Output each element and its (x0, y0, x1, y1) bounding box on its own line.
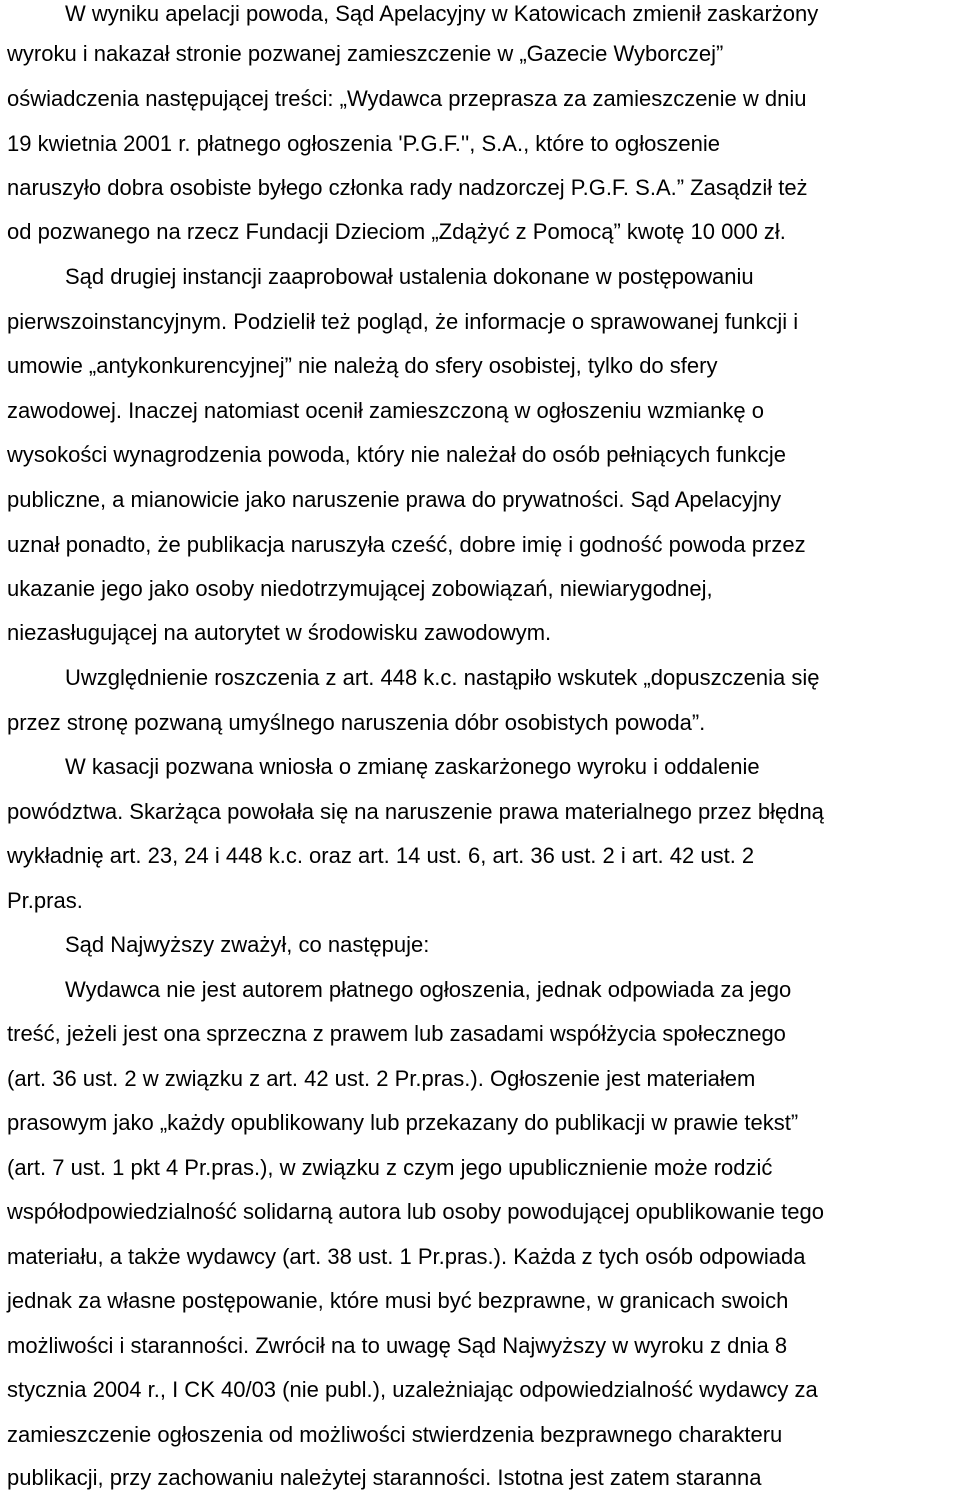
text-line: uznał ponadto, że publikacja naruszyła cześć, dobre imię i godność powoda przez (7, 532, 806, 557)
text-line: niezasługującej na autorytet w środowisku zawodowym. (7, 620, 552, 645)
text-line: treść, jeżeli jest ona sprzeczna z prawem lub zasadami współżycia społecznego (7, 1021, 786, 1046)
text-line: materiału, a także wydawcy (art. 38 ust. 1 Pr.pras.). Każda z tych osób odpowiada (7, 1244, 806, 1269)
text-line: wykładnię art. 23, 24 i 448 k.c. oraz art. 14 ust. 6, art. 36 ust. 2 i art. 42 ust. 2 (7, 843, 755, 868)
text-line: zamieszczenie ogłoszenia od możliwości stwierdzenia bezprawnego charakteru (7, 1422, 783, 1447)
text-line: (art. 36 ust. 2 w związku z art. 42 ust. 2 Pr.pras.). Ogłoszenie jest materiałem (7, 1066, 756, 1091)
text-line: naruszyło dobra osobiste byłego członka rady nadzorczej P.G.F. S.A.” Zasądził też (7, 175, 808, 200)
text-line: zawodowej. Inaczej natomiast ocenił zamieszczoną w ogłoszeniu wzmiankę o (7, 398, 764, 423)
text-line: prasowym jako „każdy opublikowany lub przekazany do publikacji w prawie tekst” (7, 1110, 799, 1135)
text-line: współodpowiedzialność solidarną autora lub osoby powodującej opublikowanie tego (7, 1199, 824, 1224)
text-line: wyroku i nakazał stronie pozwanej zamieszczenie w „Gazecie Wyborczej” (7, 41, 724, 66)
text-line: publikacji, przy zachowaniu należytej staranności. Istotna jest zatem staranna (7, 1465, 762, 1490)
text-line: publiczne, a mianowicie jako naruszenie prawa do prywatności. Sąd Apelacyjny (7, 487, 782, 512)
text-line: możliwości i staranności. Zwrócił na to uwagę Sąd Najwyższy w wyroku z dnia 8 (7, 1333, 788, 1358)
text-line: wysokości wynagrodzenia powoda, który nie należał do osób pełniących funkcje (7, 442, 787, 467)
text-line: 19 kwietnia 2001 r. płatnego ogłoszenia 'P.G.F.'', S.A., które to ogłoszenie (7, 131, 720, 156)
text-line: Sąd Najwyższy zważył, co następuje: (65, 932, 430, 957)
text-line: (art. 7 ust. 1 pkt 4 Pr.pras.), w związku z czym jego upublicznienie może rodzić (7, 1155, 773, 1180)
text-line: Pr.pras. (7, 888, 83, 913)
text-line: Sąd drugiej instancji zaaprobował ustalenia dokonane w postępowaniu (65, 264, 754, 289)
text-line: Wydawca nie jest autorem płatnego ogłoszenia, jednak odpowiada za jego (65, 977, 792, 1002)
text-line: umowie „antykonkurencyjnej” nie należą do sfery osobistej, tylko do sfery (7, 353, 718, 378)
text-line: W wyniku apelacji powoda, Sąd Apelacyjny w Katowicach zmienił zaskarżony (65, 1, 819, 26)
text-line: oświadczenia następującej treści: „Wydawca przeprasza za zamieszczenie w dniu (7, 86, 807, 111)
text-line: pierwszoinstancyjnym. Podzielił też pogląd, że informacje o sprawowanej funkcji i (7, 309, 799, 334)
text-line: przez stronę pozwaną umyślnego naruszenia dóbr osobistych powoda”. (7, 710, 706, 735)
text-line: stycznia 2004 r., I CK 40/03 (nie publ.), uzależniając odpowiedzialność wydawcy za (7, 1377, 818, 1402)
text-line: W kasacji pozwana wniosła o zmianę zaskarżonego wyroku i oddalenie (65, 754, 760, 779)
text-line: powództwa. Skarżąca powołała się na naruszenie prawa materialnego przez błędną (7, 799, 824, 824)
text-line: Uwzględnienie roszczenia z art. 448 k.c. nastąpiło wskutek „dopuszczenia się (65, 665, 820, 690)
text-line: ukazanie jego jako osoby niedotrzymującej zobowiązań, niewiarygodnej, (7, 576, 713, 601)
text-line: jednak za własne postępowanie, które musi być bezprawne, w granicach swoich (7, 1288, 789, 1313)
text-line: od pozwanego na rzecz Fundacji Dzieciom „Zdążyć z Pomocą” kwotę 10 000 zł. (7, 219, 786, 244)
